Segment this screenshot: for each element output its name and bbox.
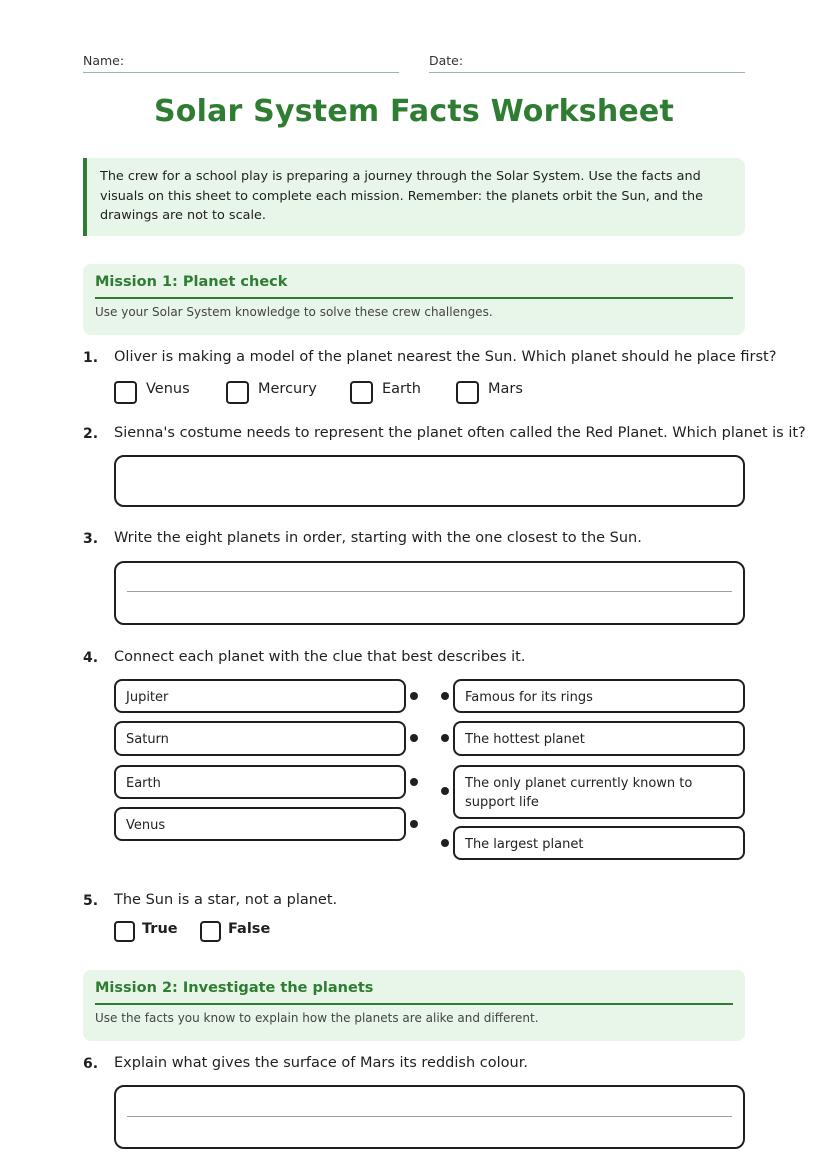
- checkbox-false[interactable]: [200, 921, 221, 942]
- intro-text: The crew for a school play is preparing a journey through the Solar System. Use the facts and visuals on this sheet to complete each mission. Remember: the planets orbit the Sun, and the drawings are not to scale.: [100, 169, 704, 223]
- checkbox-mars[interactable]: [456, 381, 479, 404]
- writing-line: [127, 591, 732, 592]
- question-3-text: Write the eight planets in order, starting with the one closest to the Sun.: [114, 530, 642, 546]
- match-right-life[interactable]: [453, 765, 745, 819]
- match-right-label: Famous for its rings: [465, 690, 593, 705]
- mission-2-title: Mission 2: Investigate the planets: [95, 980, 733, 1005]
- connector-dot[interactable]: [441, 692, 449, 700]
- checkbox-earth[interactable]: [350, 381, 373, 404]
- connector-dot[interactable]: [410, 778, 418, 786]
- match-right-label: The hottest planet: [465, 732, 585, 747]
- connector-dot[interactable]: [410, 692, 418, 700]
- option-false-label: False: [228, 921, 271, 937]
- connector-dot[interactable]: [410, 820, 418, 828]
- question-6-text: Explain what gives the surface of Mars its reddish colour.: [114, 1055, 528, 1071]
- checkbox-mercury[interactable]: [226, 381, 249, 404]
- connector-dot[interactable]: [410, 734, 418, 742]
- match-left-saturn[interactable]: [114, 721, 406, 756]
- match-right-label: The largest planet: [465, 837, 584, 852]
- connector-dot[interactable]: [441, 734, 449, 742]
- question-6-number: 6.: [83, 1056, 99, 1072]
- question-3-number: 3.: [83, 531, 99, 547]
- match-right-hottest[interactable]: [453, 721, 745, 756]
- page-title: Solar System Facts Worksheet: [153, 94, 675, 129]
- mission-1-title: Mission 1: Planet check: [95, 274, 733, 299]
- question-5-number: 5.: [83, 893, 99, 909]
- option-mars-label: Mars: [488, 381, 523, 397]
- match-right-label: The only planet currently known to support life: [465, 776, 693, 810]
- match-left-venus[interactable]: [114, 807, 406, 841]
- match-left-earth[interactable]: [114, 765, 406, 799]
- mission-1-header: [83, 264, 745, 335]
- question-4-text: Connect each planet with the clue that best describes it.: [114, 649, 526, 665]
- name-field[interactable]: [83, 72, 399, 73]
- question-1-text: Oliver is making a model of the planet nearest the Sun. Which planet should he place first?: [114, 349, 777, 365]
- question-4-number: 4.: [83, 650, 99, 666]
- match-right-largest[interactable]: [453, 826, 745, 860]
- option-venus-label: Venus: [146, 381, 190, 397]
- question-5-text: The Sun is a star, not a planet.: [114, 892, 338, 908]
- date-label: Date:: [429, 53, 464, 68]
- match-left-label: Earth: [126, 776, 161, 791]
- name-label: Name:: [83, 53, 125, 68]
- option-mercury-label: Mercury: [258, 381, 317, 397]
- match-left-label: Venus: [126, 818, 166, 833]
- option-earth-label: Earth: [382, 381, 421, 397]
- answer-box-3[interactable]: [114, 561, 745, 625]
- match-left-jupiter[interactable]: [114, 679, 406, 713]
- checkbox-true[interactable]: [114, 921, 135, 942]
- intro-callout: [83, 158, 745, 236]
- question-2-text: Sienna's costume needs to represent the planet often called the Red Planet. Which planet is it?: [114, 425, 806, 441]
- checkbox-venus[interactable]: [114, 381, 137, 404]
- connector-dot[interactable]: [441, 839, 449, 847]
- match-left-label: Saturn: [126, 732, 169, 747]
- mission-1-subtitle: Use your Solar System knowledge to solve these crew challenges.: [95, 305, 493, 319]
- question-1-number: 1.: [83, 350, 99, 366]
- writing-line: [127, 1116, 732, 1117]
- option-true-label: True: [142, 921, 178, 937]
- question-2-number: 2.: [83, 426, 99, 442]
- mission-2-header: [83, 970, 745, 1041]
- match-right-rings[interactable]: [453, 679, 745, 713]
- connector-dot[interactable]: [441, 787, 449, 795]
- date-field[interactable]: [429, 72, 745, 73]
- mission-2-subtitle: Use the facts you know to explain how the planets are alike and different.: [95, 1011, 539, 1025]
- match-left-label: Jupiter: [126, 690, 169, 705]
- answer-box-6[interactable]: [114, 1085, 745, 1149]
- answer-box-2[interactable]: [114, 455, 745, 507]
